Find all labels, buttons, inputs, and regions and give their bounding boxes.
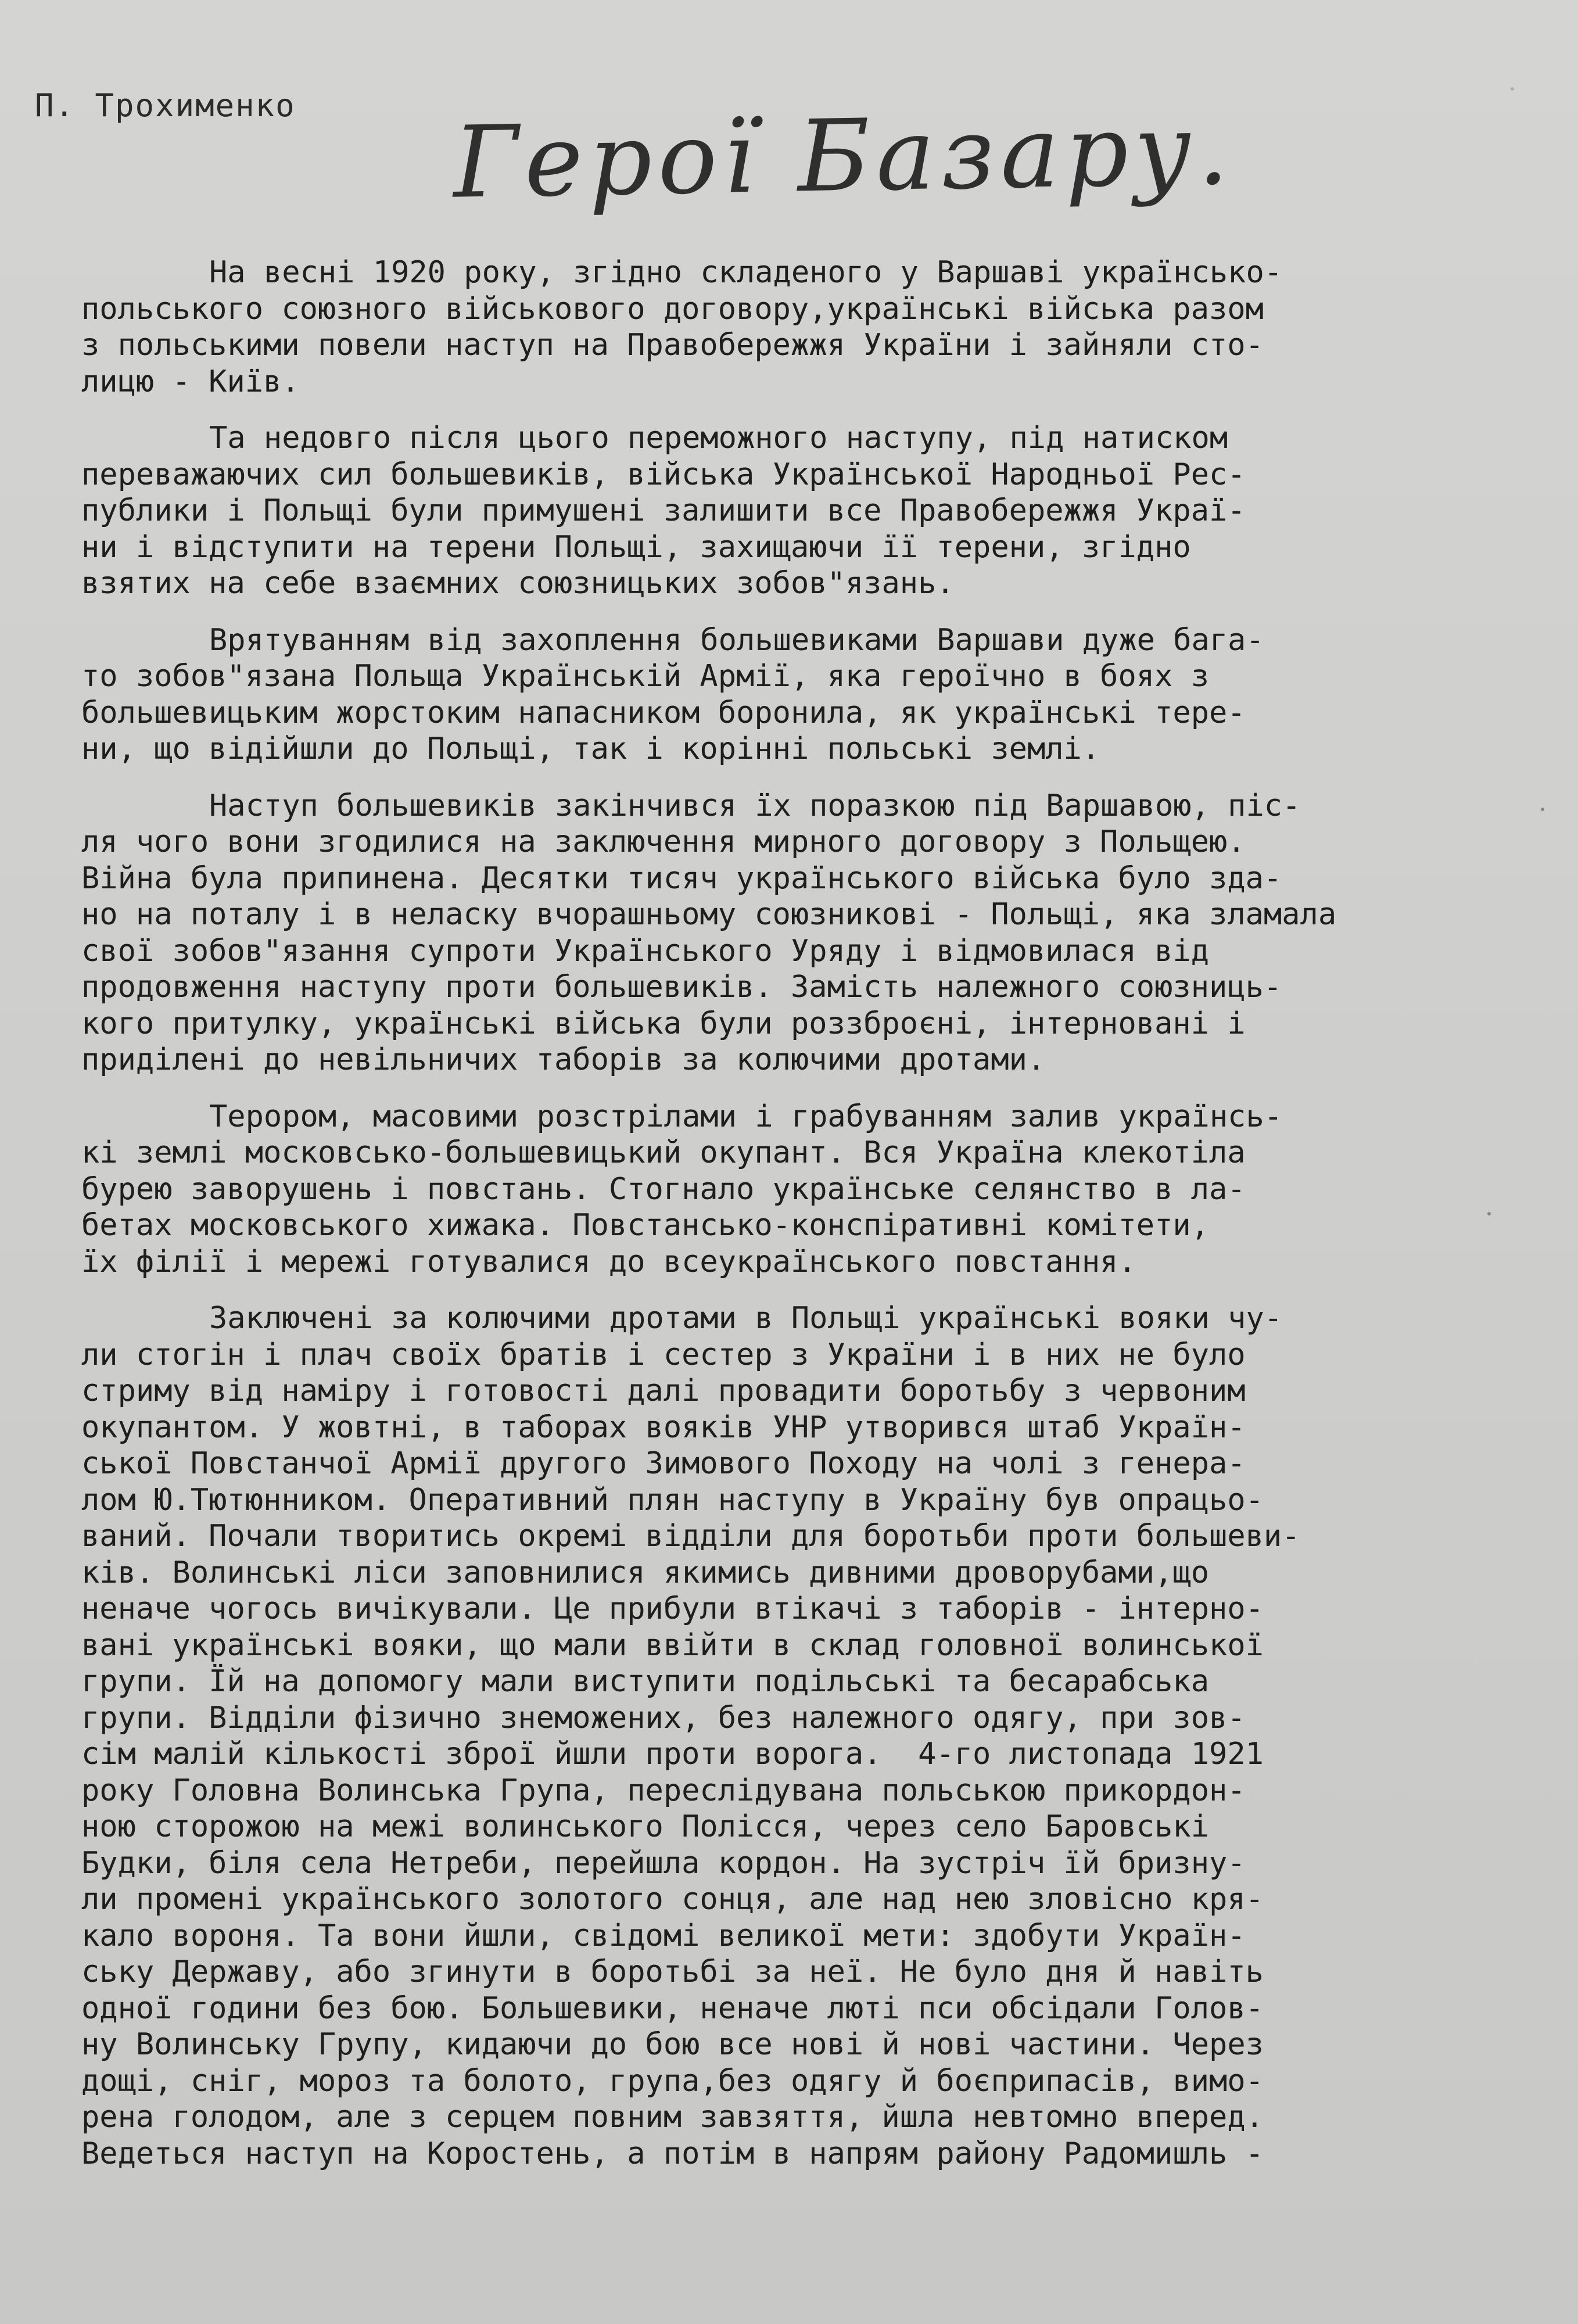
text-line: ваний. Почали творитись окремі відділи для боротьби проти большеви- (81, 1519, 1300, 1554)
text-line: ської Повстанчої Армії другого Зимового Походу на чолі з генера- (81, 1446, 1246, 1481)
text-line: вані українські вояки, що мали ввійти в склад головної волинської (81, 1627, 1264, 1663)
paper-speck (1487, 1212, 1491, 1215)
paper-speck (1511, 87, 1514, 91)
text-line: Терором, масовими розстрілами і грабуванням залив українсь- (209, 1099, 1283, 1134)
text-line: Ведеться наступ на Коростень, а потім в напрям району Радомишль - (81, 2136, 1264, 2171)
paragraph-2 (81, 420, 1499, 602)
text-line: групи. Їй на допомогу мали виступити подільські та бесарабська (81, 1664, 1210, 1699)
document-body (81, 254, 1499, 2192)
paragraph-3 (81, 622, 1499, 768)
text-line: лом Ю.Тютюнником. Оперативний плян наступу в Україну був опрацьо- (81, 1482, 1264, 1518)
text-line: одної години без бою. Большевики, неначе люті пси обсідали Голов- (81, 1991, 1264, 2026)
text-line: Війна була припинена. Десятки тисяч українського війська було зда- (81, 860, 1282, 896)
text-line: їх філії і мережі готувалися до всеукраїнського повстання. (81, 1244, 1136, 1279)
paragraph-5 (81, 1099, 1499, 1281)
text-line: групи. Відділи фізично знеможених, без належного одягу, при зов- (81, 1700, 1246, 1735)
text-line: взятих на себе взаємних союзницьких зобов"язань. (81, 566, 955, 601)
text-line: стриму від наміру і готовості далі провадити боротьбу з червоним (81, 1373, 1246, 1408)
text-line: то зобов"язана Польща Українській Армії, яка героїчно в боях з (81, 659, 1210, 694)
text-line: ну Волинську Групу, кидаючи до бою все нові й нові частини. Через (81, 2027, 1264, 2062)
paper-speck (1541, 808, 1544, 811)
text-line: кого притулку, українські війська були роззброєні, інтерновані і (81, 1006, 1246, 1041)
author-name: П. Трохименко (35, 87, 296, 124)
text-line: року Головна Волинська Група, переслідувана польською прикордон- (81, 1773, 1246, 1808)
text-line: Наступ большевиків закінчився їх поразкою під Варшавою, піс- (209, 788, 1301, 823)
text-line: переважаючих сил большевиків, війська Української Народньої Рес- (81, 457, 1246, 492)
text-line: рена голодом, але з серцем повним завзяття, йшла невтомно вперед. (81, 2100, 1264, 2135)
text-line: На весні 1920 року, згідно складеного у Варшаві українсько- (209, 255, 1283, 290)
text-line: публики і Польщі були примушені залишити все Правобережжя Украї- (81, 493, 1246, 528)
text-line: Будки, біля села Нетреби, перейшла кордон. На зустріч їй бризну- (81, 1845, 1246, 1881)
text-line: но на поталу і в неласку вчорашньому союзникові - Польщі, яка зламала (81, 897, 1337, 932)
text-line: ни, що відійшли до Польщі, так і корінні польські землі. (81, 731, 1100, 766)
text-line: ли стогін і плач своїх братів і сестер з України і в них не було (81, 1337, 1246, 1372)
text-line: большевицьким жорстоким напасником боронила, як українські тере- (81, 695, 1246, 730)
text-line: лицю - Київ. (81, 364, 300, 399)
text-line: ля чого вони згодилися на заключення мирного договору з Польщею. (81, 824, 1246, 859)
text-line: кало вороня. Та вони йшли, свідомі великої мети: здобути Україн- (81, 1918, 1246, 1953)
text-line: ли промені українського золотого сонця, але над нею зловісно кря- (81, 1882, 1264, 1917)
paragraph-6 (81, 1300, 1499, 2172)
text-line: Заключені за колючими дротами в Польщі українські вояки чу- (209, 1301, 1283, 1336)
text-line: ни і відступити на терени Польщі, захищаючи її терени, згідно (81, 529, 1191, 565)
paragraph-1 (81, 254, 1499, 400)
text-line: Та недовго після цього переможного наступу, під натиском (209, 421, 1228, 456)
text-line: дощі, сніг, мороз та болото, група,без одягу й боєприпасів, вимо- (81, 2063, 1264, 2099)
text-line: ною сторожою на межі волинського Полісся, через село Баровські (81, 1809, 1210, 1844)
text-line: Врятуванням від захоплення большевиками Варшави дуже бага- (209, 622, 1264, 658)
text-line: приділені до невільничих таборів за колючими дротами. (81, 1042, 1046, 1077)
text-line: кі землі московсько-большевицький окупант. Вся Україна клекотіла (81, 1135, 1246, 1170)
text-line: бурею заворушень і повстань. Стогнало українське селянство в ла- (81, 1171, 1246, 1207)
text-line: з польськими повели наступ на Правобережжя України і зайняли сто- (81, 328, 1264, 363)
text-line: окупантом. У жовтні, в таборах вояків УНР утворився штаб Україн- (81, 1410, 1246, 1445)
text-line: свої зобов"язання супроти Українського Уряду і відмовилася від (81, 933, 1210, 969)
paragraph-4 (81, 788, 1499, 1078)
text-line: бетах московського хижака. Повстансько-конспіративні комітети, (81, 1208, 1210, 1243)
text-line: ків. Волинські ліси заповнилися якимись дивними дроворубами,що (81, 1555, 1210, 1590)
text-line: неначе чогось вичікували. Це прибули втікачі з таборів - інтерно- (81, 1591, 1264, 1626)
document-title: Герої Базару. (452, 92, 1236, 221)
text-line: сім малій кількості зброї йшли проти ворога. 4-го листопада 1921 (81, 1737, 1264, 1771)
text-line: ську Державу, або згинути в боротьбі за неї. Не було дня й навіть (81, 1954, 1264, 1989)
text-line: польського союзного військового договору,українські війська разом (81, 291, 1264, 327)
text-line: продовження наступу проти большевиків. Замість належного союзниць- (81, 970, 1282, 1005)
